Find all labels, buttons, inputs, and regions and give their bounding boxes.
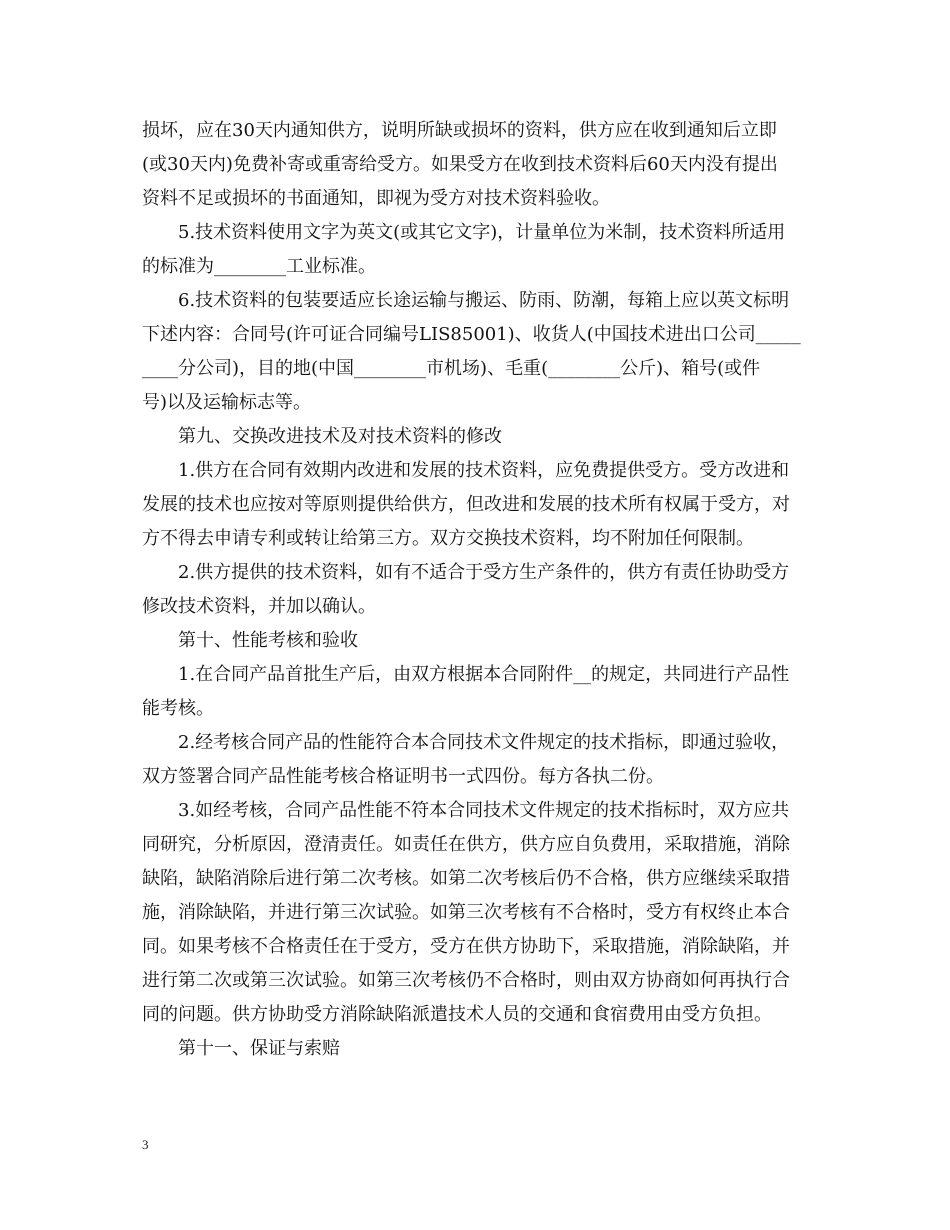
text-line: 1.在合同产品首批生产后，由双方根据本合同附件__的规定，共同进行产品性 xyxy=(178,664,790,685)
text-line: 施，消除缺陷，并进行第三次试验。如第三次考核有不合格时，受方有权终止本合 xyxy=(142,902,790,923)
text-line: 同研究，分析原因，澄清责任。如责任在供方，供方应自负费用，采取措施，消除 xyxy=(142,834,790,855)
text-line: 2.经考核合同产品的性能符合本合同技术文件规定的技术指标，即通过验收， xyxy=(178,732,790,753)
text-line: 第十一、保证与索赔 xyxy=(178,1038,340,1059)
text-line: 方不得去申请专利或转让给第三方。双方交换技术资料，均不附加任何限制。 xyxy=(142,528,754,549)
document-body xyxy=(142,114,812,1066)
text-line: 号)以及运输标志等。 xyxy=(142,392,312,413)
text-line: 缺陷，缺陷消除后进行第二次考核。如第二次考核后仍不合格，供方应继续采取措 xyxy=(142,868,790,889)
text-line: 的标准为________工业标准。 xyxy=(142,256,376,277)
text-line: 修改技术资料，并加以确认。 xyxy=(142,596,376,617)
text-line: 第九、交换改进技术及对技术资料的修改 xyxy=(178,426,502,447)
text-line: 损坏，应在30天内通知供方，说明所缺或损坏的资料，供方应在收到通知后立即 xyxy=(142,120,777,141)
text-line: 同的问题。供方协助受方消除缺陷派遣技术人员的交通和食宿费用由受方负担。 xyxy=(142,1004,772,1025)
text-line: 同。如果考核不合格责任在于受方，受方在供方协助下，采取措施，消除缺陷，并 xyxy=(142,936,790,957)
text-line: 下述内容：合同号(许可证合同编号LIS85001)、收货人(中国技术进出口公司_____ xyxy=(142,324,801,345)
text-line: 3.如经考核，合同产品性能不符本合同技术文件规定的技术指标时，双方应共 xyxy=(178,800,790,821)
text-line: 6.技术资料的包装要适应长途运输与搬运、防雨、防潮，每箱上应以英文标明 xyxy=(178,290,790,311)
text-line: ____分公司)，目的地(中国________市机场)、毛重(________公斤)、箱号(或件 xyxy=(142,358,761,379)
text-line: 能考核。 xyxy=(142,698,214,719)
text-line: 双方签署合同产品性能考核合格证明书一式四份。每方各执二份。 xyxy=(142,766,664,787)
text-line: 2.供方提供的技术资料，如有不适合于受方生产条件的，供方有责任协助受方 xyxy=(178,562,790,583)
page-number: 3 xyxy=(142,1137,149,1152)
text-line: 发展的技术也应按对等原则提供给供方，但改进和发展的技术所有权属于受方，对 xyxy=(142,494,790,515)
text-line: (或30天内)免费补寄或重寄给受方。如果受方在收到技术资料后60天内没有提出 xyxy=(142,154,778,175)
text-line: 5.技术资料使用文字为英文(或其它文字)，计量单位为米制，技术资料所适用 xyxy=(178,222,786,243)
text-line: 进行第二次或第三次试验。如第三次考核仍不合格时，则由双方协商如何再执行合 xyxy=(142,970,790,991)
text-line: 第十、性能考核和验收 xyxy=(178,630,358,651)
text-line: 1.供方在合同有效期内改进和发展的技术资料，应免费提供受方。受方改进和 xyxy=(178,460,790,481)
text-line: 资料不足或损坏的书面通知，即视为受方对技术资料验收。 xyxy=(142,188,610,209)
